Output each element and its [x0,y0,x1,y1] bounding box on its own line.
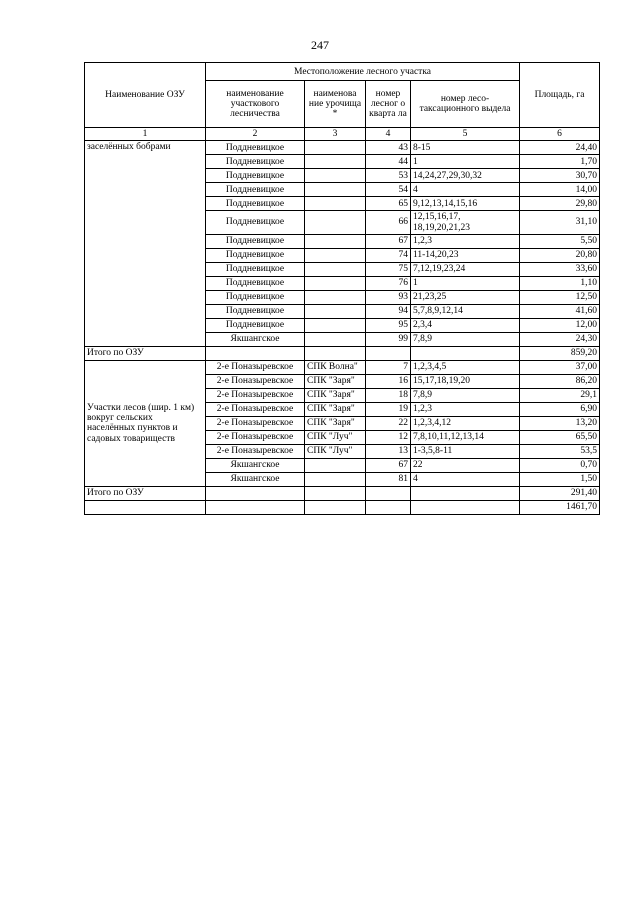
tract-cell: СПК Волна" [305,360,366,374]
empty-cell [411,486,520,500]
block-cell: 65 [366,197,411,211]
area-cell: 31,10 [520,211,600,235]
forestry-cell: 2-е Поназыревское [206,416,305,430]
tract-cell [305,197,366,211]
tract-cell [305,141,366,155]
allotment-cell: 1 [411,276,520,290]
forestry-cell: Поддневицкое [206,304,305,318]
forestry-cell: 2-е Поназыревское [206,430,305,444]
forestry-cell: Поддневицкое [206,276,305,290]
header-area: Площадь, га [520,63,600,128]
grand-total-area: 1461,70 [520,500,600,514]
block-cell: 22 [366,416,411,430]
allotment-cell: 21,23,25 [411,290,520,304]
forestry-cell: Якшангское [206,472,305,486]
allotment-cell: 1-3,5,8-11 [411,444,520,458]
forestry-cell: Поддневицкое [206,169,305,183]
block-cell: 66 [366,211,411,235]
block-cell: 94 [366,304,411,318]
page-number: 247 [311,38,329,52]
block-cell: 43 [366,141,411,155]
forestry-cell: Поддневицкое [206,141,305,155]
table-row [85,360,600,374]
area-cell: 24,40 [520,141,600,155]
header-block: номер лесног о кварта ла [366,81,411,128]
block-cell: 74 [366,248,411,262]
block-cell: 67 [366,458,411,472]
total-area: 859,20 [520,346,600,360]
block-cell: 54 [366,183,411,197]
allotment-cell: 1,2,3 [411,234,520,248]
forestry-cell: Поддневицкое [206,248,305,262]
tract-cell [305,234,366,248]
area-cell: 29,80 [520,197,600,211]
empty-cell [411,346,520,360]
total-label: Итого по ОЗУ [85,486,206,500]
block-cell: 76 [366,276,411,290]
empty-cell [366,500,411,514]
area-cell: 86,20 [520,374,600,388]
column-number-row [85,128,600,141]
area-cell: 14,00 [520,183,600,197]
block-cell: 75 [366,262,411,276]
forestry-cell: 2-е Поназыревское [206,444,305,458]
block-cell: 99 [366,332,411,346]
allotment-cell: 1,2,3,4,12 [411,416,520,430]
forestry-cell: Поддневицкое [206,290,305,304]
table-row [85,141,600,155]
column-number: 4 [366,128,411,141]
empty-cell [206,500,305,514]
allotment-cell: 2,3,4 [411,318,520,332]
area-cell: 12,50 [520,290,600,304]
total-row [85,486,600,500]
area-cell: 13,20 [520,416,600,430]
tract-cell: СПК "Луч" [305,430,366,444]
forestry-cell: 2-е Поназыревское [206,388,305,402]
ozu-name: Участки лесов (шир. 1 км) вокруг сельских населённых пунктов и садовых товариществ [85,360,206,486]
area-cell: 20,80 [520,248,600,262]
area-cell: 5,50 [520,234,600,248]
allotment-cell: 14,24,27,29,30,32 [411,169,520,183]
empty-cell [305,486,366,500]
allotment-cell: 4 [411,183,520,197]
tract-cell [305,262,366,276]
tract-cell [305,248,366,262]
forestry-cell: Якшангское [206,458,305,472]
allotment-cell: 5,7,8,9,12,14 [411,304,520,318]
empty-cell [411,500,520,514]
tract-cell: СПК "Заря" [305,388,366,402]
area-cell: 24,30 [520,332,600,346]
block-cell: 16 [366,374,411,388]
tract-cell: СПК "Заря" [305,402,366,416]
empty-cell [366,346,411,360]
forestry-cell: Поддневицкое [206,211,305,235]
area-cell: 65,50 [520,430,600,444]
total-label: Итого по ОЗУ [85,346,206,360]
block-cell: 7 [366,360,411,374]
column-number: 1 [85,128,206,141]
block-cell: 95 [366,318,411,332]
empty-cell [305,500,366,514]
forestry-cell: Поддневицкое [206,155,305,169]
allotment-cell: 12,15,16,17, 18,19,20,21,23 [411,211,520,235]
area-cell: 53,5 [520,444,600,458]
block-cell: 19 [366,402,411,416]
area-cell: 33,60 [520,262,600,276]
allotment-cell: 8-15 [411,141,520,155]
allotment-cell: 4 [411,472,520,486]
allotment-cell: 11-14,20,23 [411,248,520,262]
block-cell: 18 [366,388,411,402]
block-cell: 93 [366,290,411,304]
empty-cell [305,346,366,360]
tract-cell [305,472,366,486]
allotment-cell: 1,2,3 [411,402,520,416]
header-name: Наименование ОЗУ [85,63,206,128]
tract-cell [305,458,366,472]
forestry-cell: Поддневицкое [206,183,305,197]
tract-cell: СПК "Заря" [305,416,366,430]
area-cell: 1,10 [520,276,600,290]
forestry-cell: 2-е Поназыревское [206,402,305,416]
area-cell: 12,00 [520,318,600,332]
column-number: 5 [411,128,520,141]
area-cell: 37,00 [520,360,600,374]
area-cell: 1,70 [520,155,600,169]
tract-cell [305,276,366,290]
allotment-cell: 7,8,9 [411,388,520,402]
tract-cell [305,304,366,318]
forestry-cell: Поддневицкое [206,197,305,211]
tract-cell [305,290,366,304]
empty-cell [85,500,206,514]
total-area: 291,40 [520,486,600,500]
empty-cell [366,486,411,500]
header-location-group: Местоположение лесного участка [206,63,520,81]
empty-cell [206,346,305,360]
forestry-cell: 2-е Поназыревское [206,360,305,374]
tract-cell: СПК "Луч" [305,444,366,458]
header-allotment: номер лесо-таксационного выдела [411,81,520,128]
column-number: 2 [206,128,305,141]
block-cell: 13 [366,444,411,458]
area-cell: 29,1 [520,388,600,402]
allotment-cell: 9,12,13,14,15,16 [411,197,520,211]
ozu-name: заселённых бобрами [85,141,206,347]
header-tract: наименова ние урочища * [305,81,366,128]
header-forestry: наименование участкового лесничества [206,81,305,128]
forestry-cell: Поддневицкое [206,234,305,248]
column-number: 3 [305,128,366,141]
allotment-cell: 7,8,10,11,12,13,14 [411,430,520,444]
area-cell: 0,70 [520,458,600,472]
area-cell: 6,90 [520,402,600,416]
forestry-cell: Поддневицкое [206,318,305,332]
forestry-cell: Поддневицкое [206,262,305,276]
allotment-cell: 7,8,9 [411,332,520,346]
area-cell: 41,60 [520,304,600,318]
area-cell: 30,70 [520,169,600,183]
allotment-cell: 7,12,19,23,24 [411,262,520,276]
block-cell: 12 [366,430,411,444]
block-cell: 44 [366,155,411,169]
block-cell: 67 [366,234,411,248]
allotment-cell: 15,17,18,19,20 [411,374,520,388]
empty-cell [206,486,305,500]
tract-cell [305,183,366,197]
tract-cell [305,169,366,183]
block-cell: 81 [366,472,411,486]
forest-areas-table [84,62,600,515]
column-number: 6 [520,128,600,141]
tract-cell [305,318,366,332]
allotment-cell: 1,2,3,4,5 [411,360,520,374]
total-row [85,346,600,360]
forestry-cell: 2-е Поназыревское [206,374,305,388]
grand-total-row [85,500,600,514]
header-row-1 [85,63,600,81]
block-cell: 53 [366,169,411,183]
forestry-cell: Якшангское [206,332,305,346]
area-cell: 1,50 [520,472,600,486]
allotment-cell: 22 [411,458,520,472]
allotment-cell: 1 [411,155,520,169]
tract-cell [305,211,366,235]
tract-cell [305,155,366,169]
tract-cell: СПК "Заря" [305,374,366,388]
tract-cell [305,332,366,346]
